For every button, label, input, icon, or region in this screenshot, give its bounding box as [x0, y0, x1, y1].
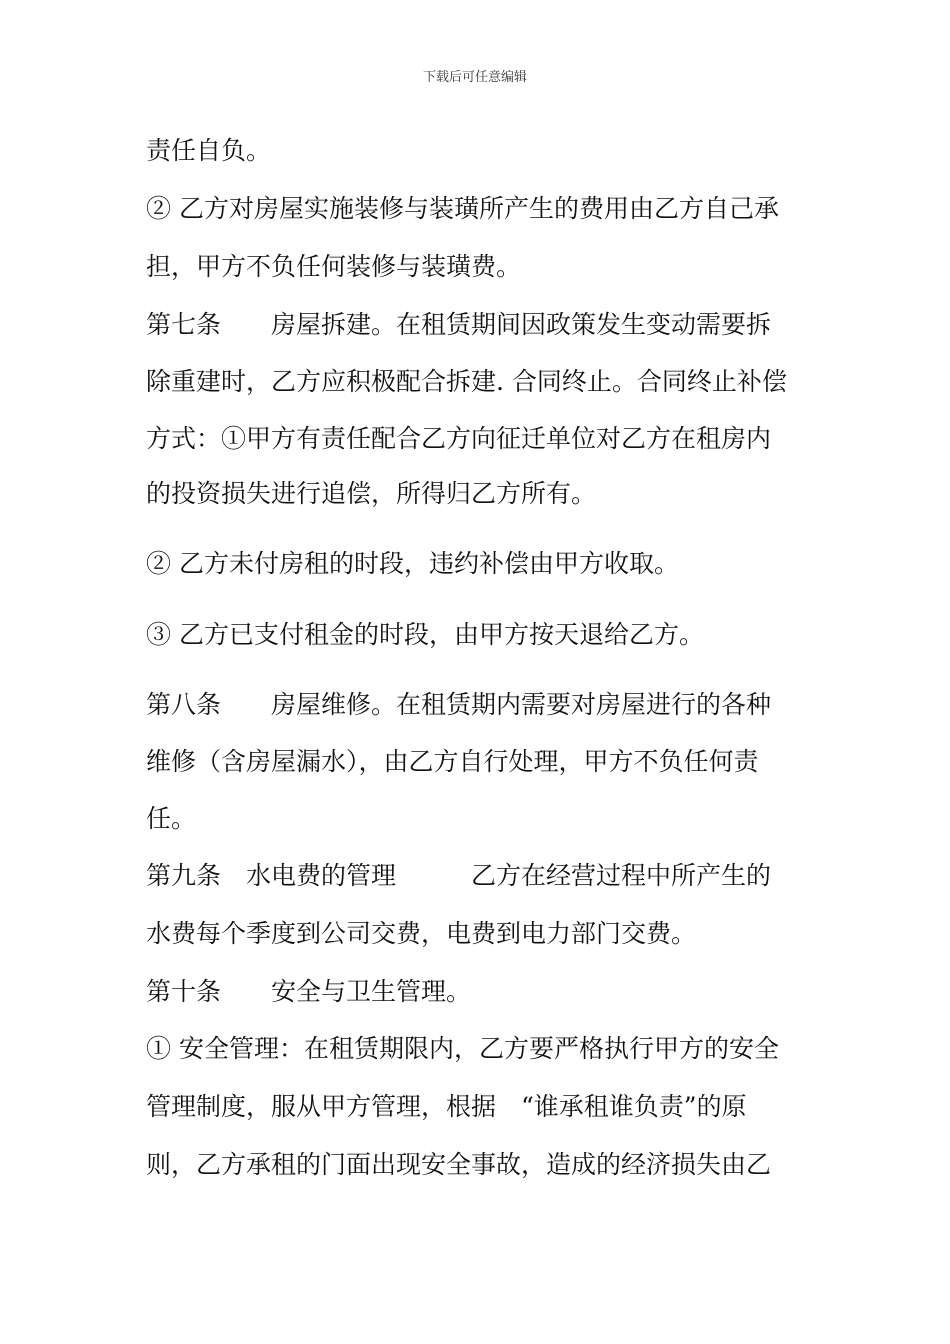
- text-line: 则，乙方承租的门面出现安全事故，造成的经济损失由乙: [146, 1150, 772, 1179]
- text-line: 水费每个季度到公司交费，电费到电力部门交费。: [146, 919, 697, 948]
- text-line: ② 乙方未付房租的时段，违约补偿由甲方收取。: [146, 549, 679, 578]
- text-line: 的投资损失进行追偿，所得归乙方所有。: [146, 479, 597, 508]
- text-line: ① 安全管理：在租赁期限内，乙方要严格执行甲方的安全: [146, 1034, 779, 1063]
- text-line: 管理制度，服从甲方管理，根据 “谁承租谁负责”的原: [146, 1092, 747, 1121]
- text-line: ② 乙方对房屋实施装修与装璜所产生的费用由乙方自己承: [146, 194, 779, 223]
- text-line: 第九条 水电费的管理 乙方在经营过程中所产生的: [146, 861, 772, 890]
- page-header: 下载后可任意编辑: [422, 70, 527, 85]
- text-line: 方式：①甲方有责任配合乙方向征迁单位对乙方在租房内: [146, 424, 772, 453]
- text-line: 维修（含房屋漏水），由乙方自行处理，甲方不负任何责: [146, 747, 759, 776]
- text-line: 责任自负。: [146, 136, 272, 165]
- text-line: 担，甲方不负任何装修与装璜费。: [146, 252, 522, 281]
- text-line: ③ 乙方已支付租金的时段，由甲方按天退给乙方。: [146, 620, 704, 649]
- text-line: 除重建时，乙方应积极配合拆建. 合同终止。合同终止补偿: [146, 367, 787, 396]
- text-line: 第八条 房屋维修。在租赁期内需要对房屋进行的各种: [146, 690, 772, 719]
- text-line: 第七条 房屋拆建。在租赁期间因政策发生变动需要拆: [146, 310, 772, 339]
- text-line: 第十条 安全与卫生管理。: [146, 977, 472, 1006]
- text-line: 任。: [146, 804, 197, 833]
